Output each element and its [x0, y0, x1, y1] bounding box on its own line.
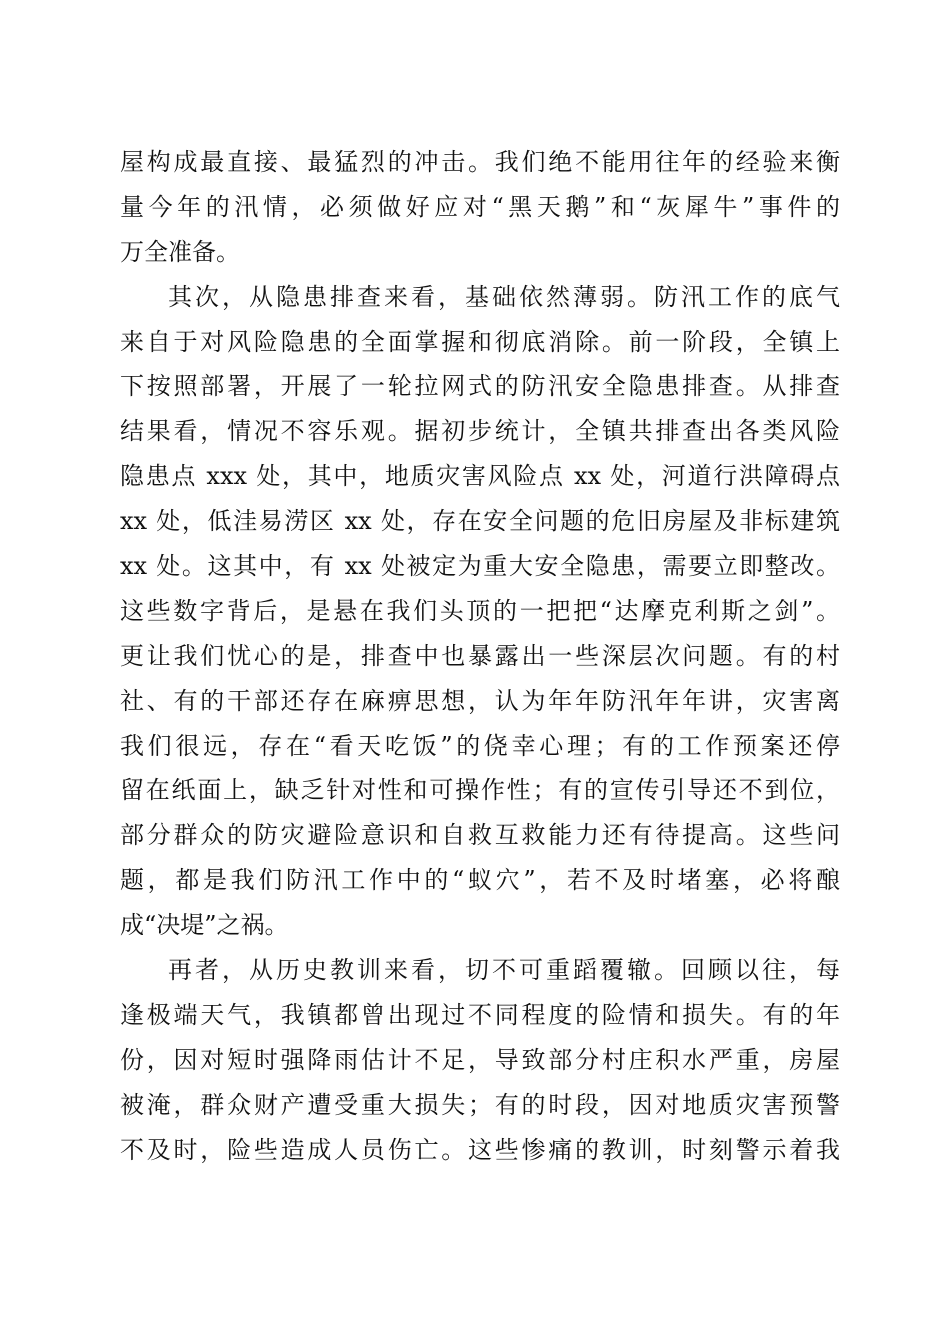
text-line: xx 处。这其中，有 xx 处被定为重大安全隐患，需要立即整改。 — [120, 552, 840, 581]
text-line: 万全准备。 — [120, 237, 240, 266]
paragraph-start-line: 其次，从隐患排查来看，基础依然薄弱。防汛工作的底气 — [168, 282, 840, 311]
text-line: 屋构成最直接、最猛烈的冲击。我们绝不能用往年的经验来衡 — [120, 148, 840, 176]
paragraph-start-line: 再者，从历史教训来看，切不可重蹈覆辙。回顾以往，每 — [168, 956, 840, 985]
body-text — [120, 140, 840, 1172]
text-line: 不及时，险些造成人员伤亡。这些惨痛的教训，时刻警示着我 — [120, 1135, 840, 1164]
text-line: 被淹，群众财产遭受重大损失；有的时段，因对地质灾害预警 — [120, 1090, 840, 1119]
text-line: 社、有的干部还存在麻痹思想，认为年年防汛年年讲，灾害离 — [120, 686, 840, 715]
text-line: 隐患点 xxx 处，其中，地质灾害风险点 xx 处，河道行洪障碍点 — [120, 462, 840, 491]
text-line: xx 处，低洼易涝区 xx 处，存在安全问题的危旧房屋及非标建筑 — [120, 507, 840, 536]
text-line: 成“决堤”之祸。 — [120, 911, 289, 940]
text-line: 逢极端天气，我镇都曾出现过不同程度的险情和损失。有的年 — [120, 1000, 840, 1029]
text-line: 部分群众的防灾避险意识和自救互救能力还有待提高。这些问 — [120, 821, 840, 850]
text-line: 这些数字背后，是悬在我们头顶的一把把“达摩克利斯之剑”。 — [120, 596, 840, 625]
text-line: 题，都是我们防汛工作中的“蚁穴”，若不及时堵塞，必将酿 — [120, 866, 840, 895]
text-line: 份，因对短时强降雨估计不足，导致部分村庄积水严重，房屋 — [120, 1045, 840, 1074]
text-line: 我们很远，存在“看天吃饭”的侥幸心理；有的工作预案还停 — [120, 731, 840, 760]
text-line: 结果看，情况不容乐观。据初步统计，全镇共排查出各类风险 — [120, 417, 840, 446]
text-line: 量今年的汛情，必须做好应对“黑天鹅”和“灰犀牛”事件的 — [120, 192, 840, 221]
text-line: 留在纸面上，缺乏针对性和可操作性；有的宣传引导还不到位， — [120, 776, 840, 805]
text-line: 下按照部署，开展了一轮拉网式的防汛安全隐患排查。从排查 — [120, 372, 840, 401]
text-line: 更让我们忧心的是，排查中也暴露出一些深层次问题。有的村 — [120, 641, 840, 670]
text-line: 来自于对风险隐患的全面掌握和彻底消除。前一阶段，全镇上 — [120, 327, 840, 356]
